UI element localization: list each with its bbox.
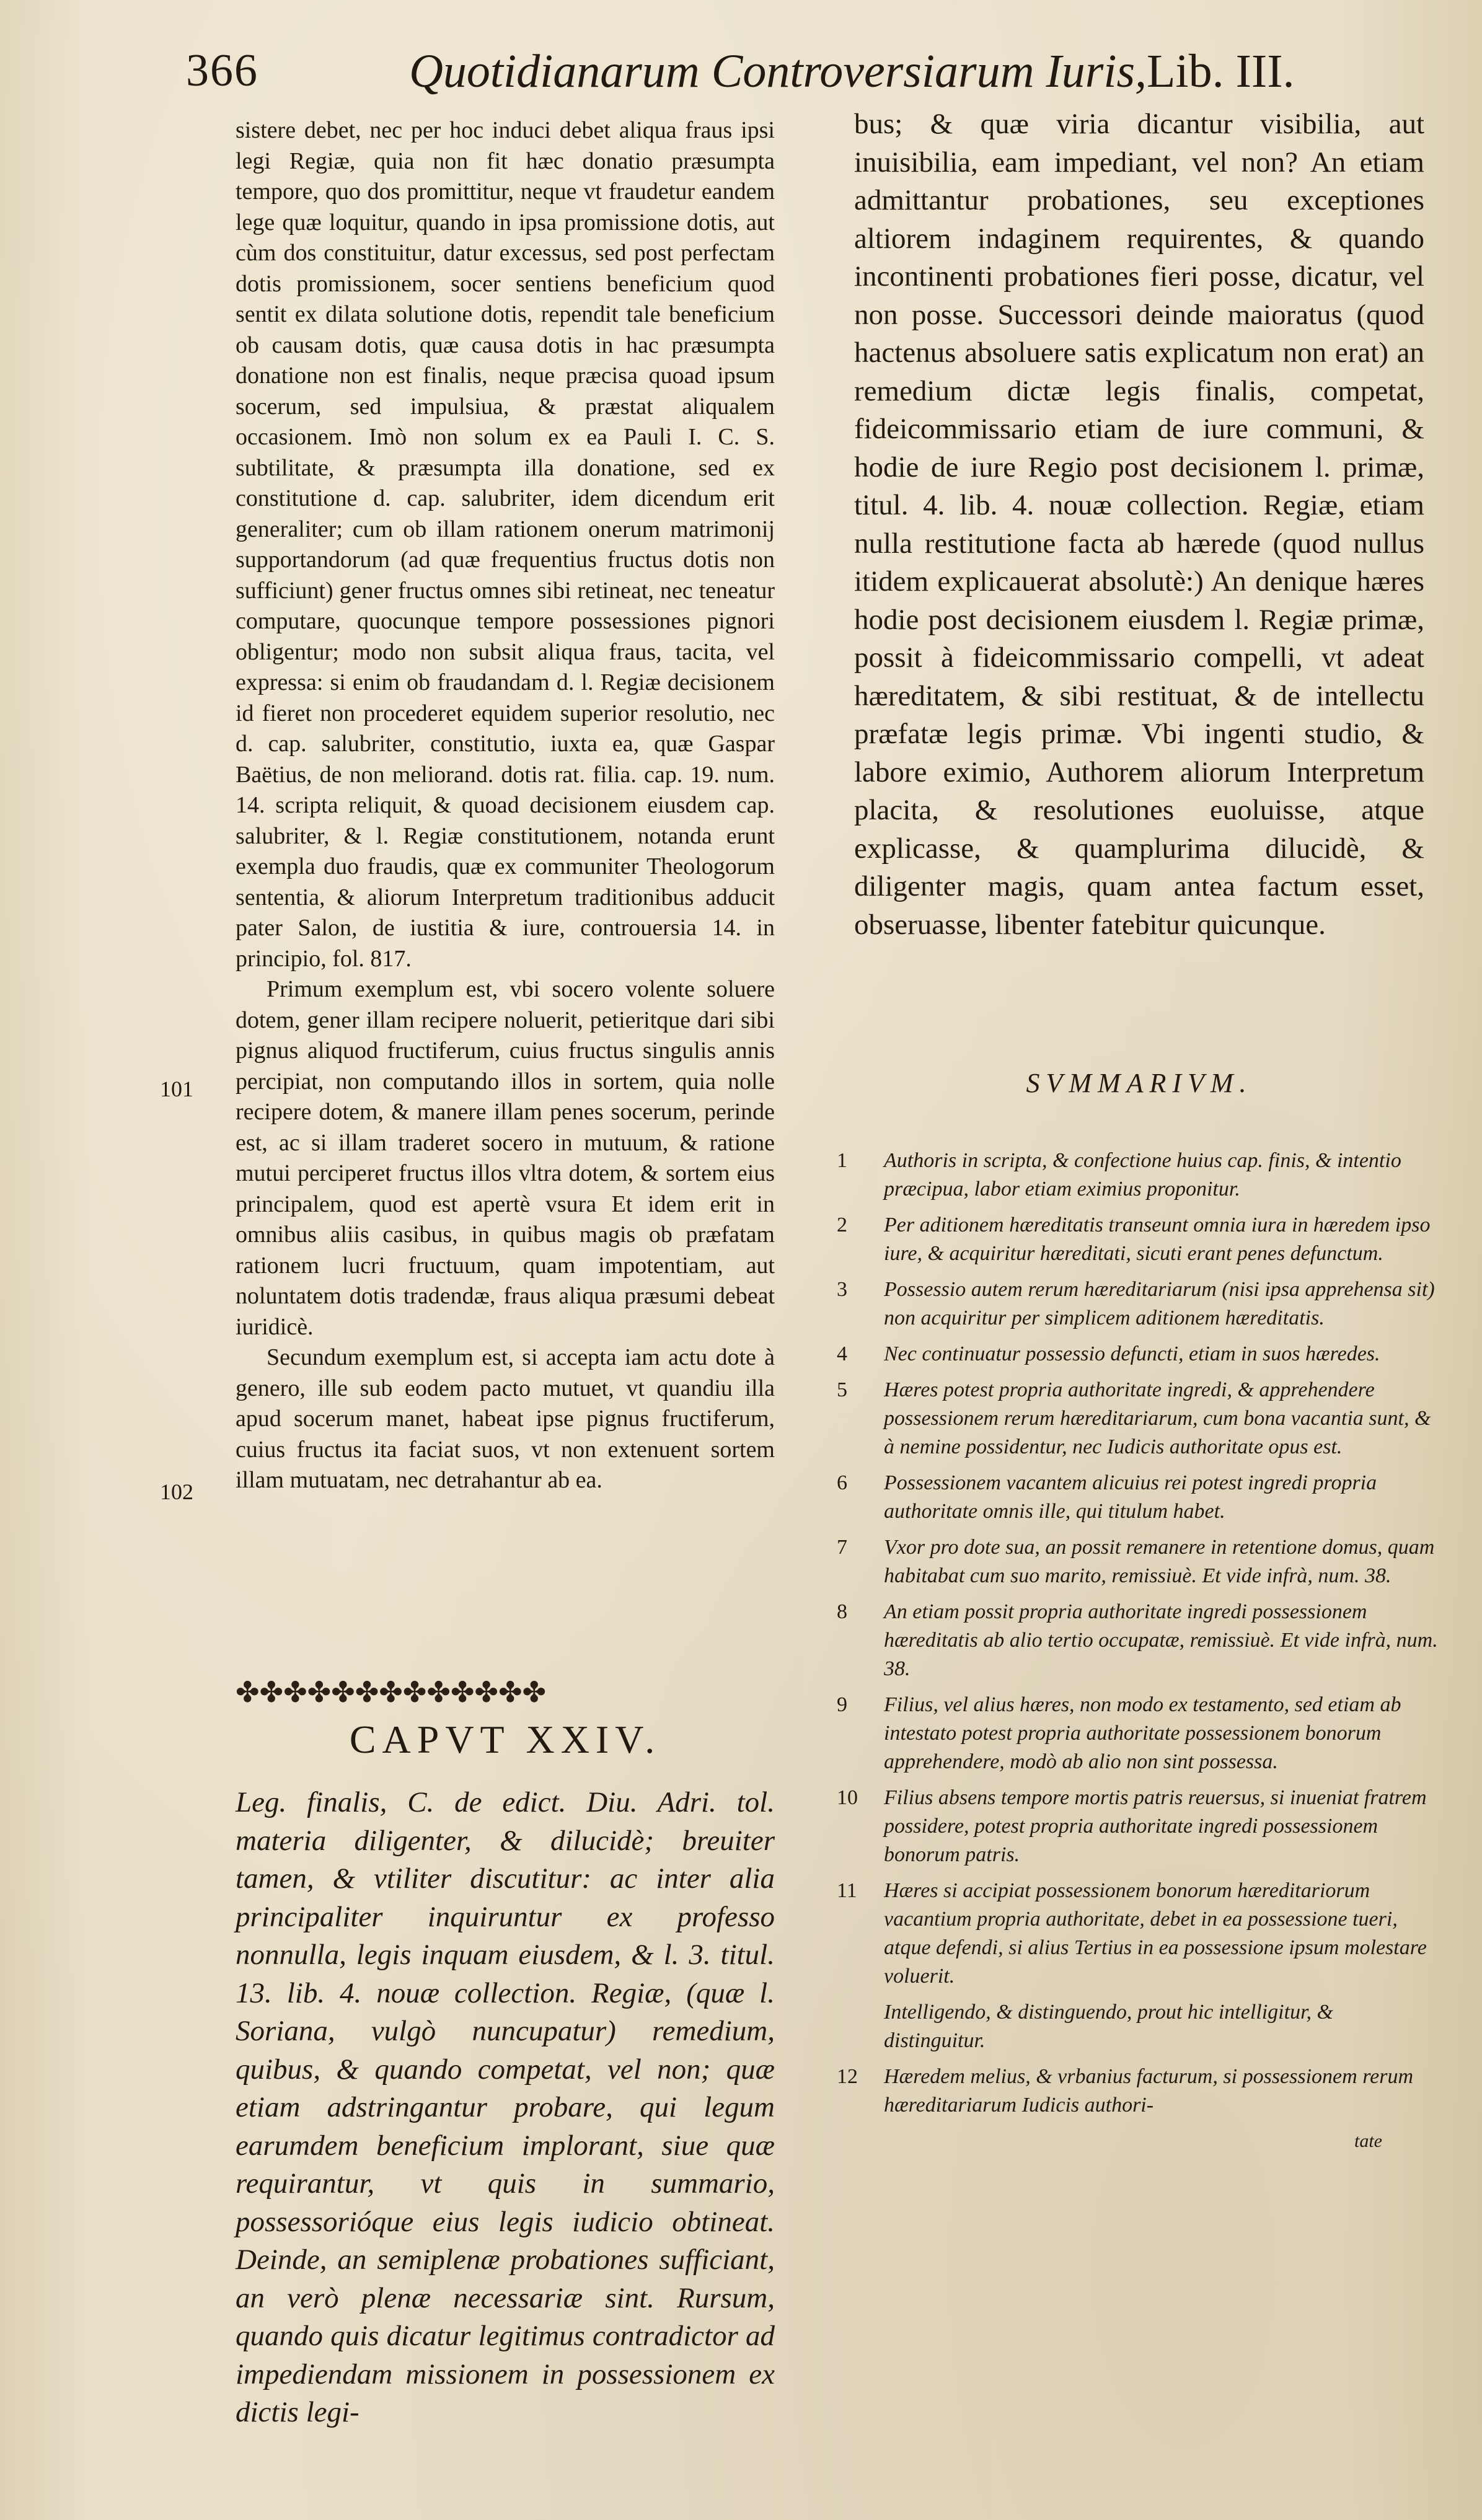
summary-item-number: 11 <box>837 1879 857 1902</box>
summary-item-text: Hæres si accipiat possessionem bonorum hæreditariorum vacantium propria authoritate, debet in ea possessione tueri, atque defendi, si alius Tertius in ea possessione ipsum molestare voluerit. <box>884 1879 1427 1988</box>
summary-item-text: Possessio autem rerum hæreditariarum (nisi ipsa apprehensa sit) non acquiritur per simplicem aditionem hæreditatis. <box>884 1278 1435 1329</box>
chapter-title: CAPVT XXIV. <box>349 1717 661 1761</box>
summary-item <box>824 1598 1438 1683</box>
summary-item-text: Filius absens tempore mortis patris reuersus, si inueniat fratrem possidere, potest propria authoritate ingredi possessionem bonorum patris. <box>884 1786 1427 1866</box>
left-paragraph-3: Secundum exemplum est, si accepta iam actu dote à genero, ille sub eodem pacto mutuet, vt quandiu illa apud socerum manet, habeat ipse pignus fructiferum, cuius fructus ita faciat suos, vt non extenuent sortem illam mutuatam, nec detrahantur ab ea. <box>236 1344 775 1493</box>
summary-item-number: 4 <box>837 1342 847 1365</box>
chapter-argument-text: Leg. finalis, C. de edict. Diu. Adri. tol. materia diligenter, & dilucidè; breuiter tamen, & vtiliter discutitur: ac inter alia principaliter inquiruntur ex professo nonnulla, legis inquam eiusdem, & l. 3. titul. 13. lib. 4. nouæ collection. Regiæ, (quæ l. Soriana, vulgò nuncupatur) remedium, quibus, & quando competat, vel non; quæ etiam adstringantur probare, qui legum earumdem beneficium implorant, siue quæ requirantur, vt quis in summario, possessorióque eius legis iudicio obtineat. Deinde, an semiplenæ probationes sufficiant, an verò plenæ necessariæ sint. Rursum, quando quis dicatur legitimus contradictor ad impediendam missionem in possessionem ex dictis legi- <box>236 1786 775 2428</box>
summary-item-number: 3 <box>837 1278 847 1301</box>
summary-item-continuation <box>824 1998 1438 2055</box>
summary-item-text: Intelligendo, & distinguendo, prout hic intelligitur, & distinguitur. <box>884 2001 1333 2052</box>
right-column <box>854 105 1424 944</box>
summary-item <box>824 1211 1438 1268</box>
summary-item-text: Possessionem vacantem alicuius rei potest ingredi propria authoritate omnis ille, qui titulum habet. <box>884 1471 1377 1523</box>
summary-item-text: Hæres potest propria authoritate ingredi, & apprehendere possessionem rerum hæreditariarum, cum bona vacantia sunt, & à nemine possidentur, nec Iudicis authoritate opus est. <box>884 1378 1431 1458</box>
margin-number-101: 101 <box>160 1077 193 1101</box>
left-paragraph-2: Primum exemplum est, vbi socero volente soluere dotem, gener illam recipere noluerit, petieritque dari sibi pignus aliquod fructiferum, cuius fructus singulis annis percipiat, non computando illos in sortem, quia nolle recipere dotem, & manere illam penes socerum, perinde est, ac si illam traderet socero in mutuum, & ratione mutui perciperet fructus illos vltra dotem, & sortem eius principalem, quod est apertè vsura Et idem erit in omnibus aliis casibus, in quibus magis ob præfatam rationem lucri fructuum, quam impotentiam, aut noluntatem dotis tradendæ, fraus aliqua præsumi debeat iuridicè. <box>236 976 775 1340</box>
margin-number-102: 102 <box>160 1479 193 1504</box>
summary-item-number: 9 <box>837 1693 847 1716</box>
running-title-text: Quotidianarum Controversiarum Iuris, <box>409 45 1147 97</box>
catchword-text: tate <box>1354 2131 1382 2151</box>
summary-item-number: 5 <box>837 1378 847 1401</box>
summary-item <box>824 1691 1438 1776</box>
running-title <box>409 45 1295 99</box>
summary-item-text: Per aditionem hæreditatis transeunt omnia iura in hæredem ipso iure, & acquiritur hæreditati, sicuti erant penes defunctum. <box>884 1214 1431 1265</box>
summary-item-number: 8 <box>837 1600 847 1623</box>
left-paragraph-1: sistere debet, nec per hoc induci debet aliqua fraus ipsi legi Regiæ, quia non fit hæc donatio præsumpta tempore, quo dos promittitur, neque vt fraudetur eandem lege quæ loquitur, quando in ipsa promissione dotis, aut cùm dos constituitur, datur excessus, sed post perfectam dotis promissionem, socer sentiens beneficium quod sentit ex dilata solutione dotis, rependit tale beneficium ob causam dotis, quæ causa dotis in hac præsumpta donatione non est finalis, neque præcisa quoad ipsum socerum, sed impulsiua, & præstat aliqualem occasionem. Imò non solum ex ea Pauli I. C. S. subtilitate, & præsumpta illa donatione, sed ex constitutione d. cap. salubriter, idem dicendum erit generaliter; cum ob illam rationem onerum matrimonij supportandorum (ad quæ frequentius fructus dotis non sufficiunt) gener fructus omnes sibi retineat, nec teneatur computare, quocunque tempore possessiones pignori obligentur; modo non subsit aliqua fraus, tacita, vel expressa: si enim ob fraudandam d. l. Regiæ decisionem id fieret non procederet equidem superior resolutio, nec d. cap. salubriter, constitutio, iuxta ea, quæ Gaspar Baëtius, de non meliorand. dotis rat. filia. cap. 19. num. 14. scripta reliquit, & quoad decisionem eiusdem cap. salubriter, & l. Regiæ constitutionem, notanda erunt exempla duo fraudis, quæ ex communiter Theologorum sententia, & aliorum Interpretum traditionibus adducit pater Salon, de iustitia & iure, controuersia 14. in principio, fol. 817. <box>236 117 775 972</box>
summary-title: SVMMARIVM. <box>1026 1068 1253 1098</box>
summary-item-number: 12 <box>837 2065 858 2088</box>
page-header <box>186 45 1364 113</box>
summary-item-text: Hæredem melius, & vrbanius facturum, si possessionem rerum hæreditariarum Iudicis authori- <box>884 2065 1414 2117</box>
summary-item <box>824 1469 1438 1526</box>
page-number: 366 <box>186 45 258 96</box>
right-paragraph: bus; & quæ viria dicantur visibilia, aut inuisibilia, eam impediant, vel non? An etiam admittantur probationes, seu exceptiones altiorem indaginem requirentes, & quando incontinenti probationes fieri posse, dicatur, vel non posse. Successori deinde maioratus (quod hactenus absoluere satis explicatum non erat) an remedium dictæ legis finalis, competat, fideicommissario etiam de iure communi, & hodie de iure Regio post decisionem l. primæ, titul. 4. lib. 4. nouæ collection. Regiæ, etiam nulla restitutione facta ab hærede (quod nullus itidem explicauerat absolutè:) An denique hæres hodie post decisionem eiusdem l. Regiæ primæ, possit à fideicommissario compelli, vt adeat hæreditatem, & sibi restituat, & de intellectu præfatæ legis primæ. Vbi ingenti studio, & labore eximio, Authorem aliorum Interpretum placita, & resolutiones euoluisse, atque explicasse, & quamplurima dilucidè, & diligenter magis, quam antea factum esset, obseruasse, libenter fatebitur quicunque. <box>854 108 1424 941</box>
fleuron-ornament: ✤✤✤✤✤✤✤✤✤✤✤✤✤ <box>236 1675 547 1709</box>
summary-list <box>824 1147 1438 2163</box>
summary-item-number: 7 <box>837 1536 847 1559</box>
left-column <box>236 115 775 1496</box>
summary-item <box>824 1533 1438 1590</box>
summary-item-number: 2 <box>837 1214 847 1236</box>
summary-item <box>824 1147 1438 1204</box>
summary-item <box>824 1877 1438 1991</box>
summary-item <box>824 1275 1438 1333</box>
summary-item-number: 1 <box>837 1149 847 1172</box>
summary-item <box>824 1376 1438 1461</box>
chapter-argument <box>236 1784 775 2432</box>
summary-item <box>824 2063 1438 2120</box>
summary-item-number: 10 <box>837 1786 858 1809</box>
summary-item-text: Vxor pro dote sua, an possit remanere in retentione domus, quam habitabat cum suo marito, remissiuè. Et vide infrà, num. 38. <box>884 1536 1435 1587</box>
summary-item-text: Filius, vel alius hæres, non modo ex testamento, sed etiam ab intestato potest propria authoritate possessionem bonorum apprehendere, modò ab alio non sint possessa. <box>884 1693 1401 1773</box>
summary-item-text: Nec continuatur possessio defuncti, etiam in suos hæredes. <box>884 1342 1380 1365</box>
book-label: Lib. III. <box>1147 45 1295 97</box>
summary-item <box>824 1784 1438 1869</box>
summary-item-text: Authoris in scripta, & confectione huius cap. finis, & intentio præcipua, labor etiam eximius proponitur. <box>884 1149 1401 1201</box>
catchword <box>824 2127 1438 2156</box>
summary-item-number: 6 <box>837 1471 847 1494</box>
summary-item <box>824 1340 1438 1368</box>
summary-item-text: An etiam possit propria authoritate ingredi possessionem hæreditatis ab alio tertio occupatæ, remissiuè. Et vide infrà, num. 38. <box>884 1600 1438 1680</box>
